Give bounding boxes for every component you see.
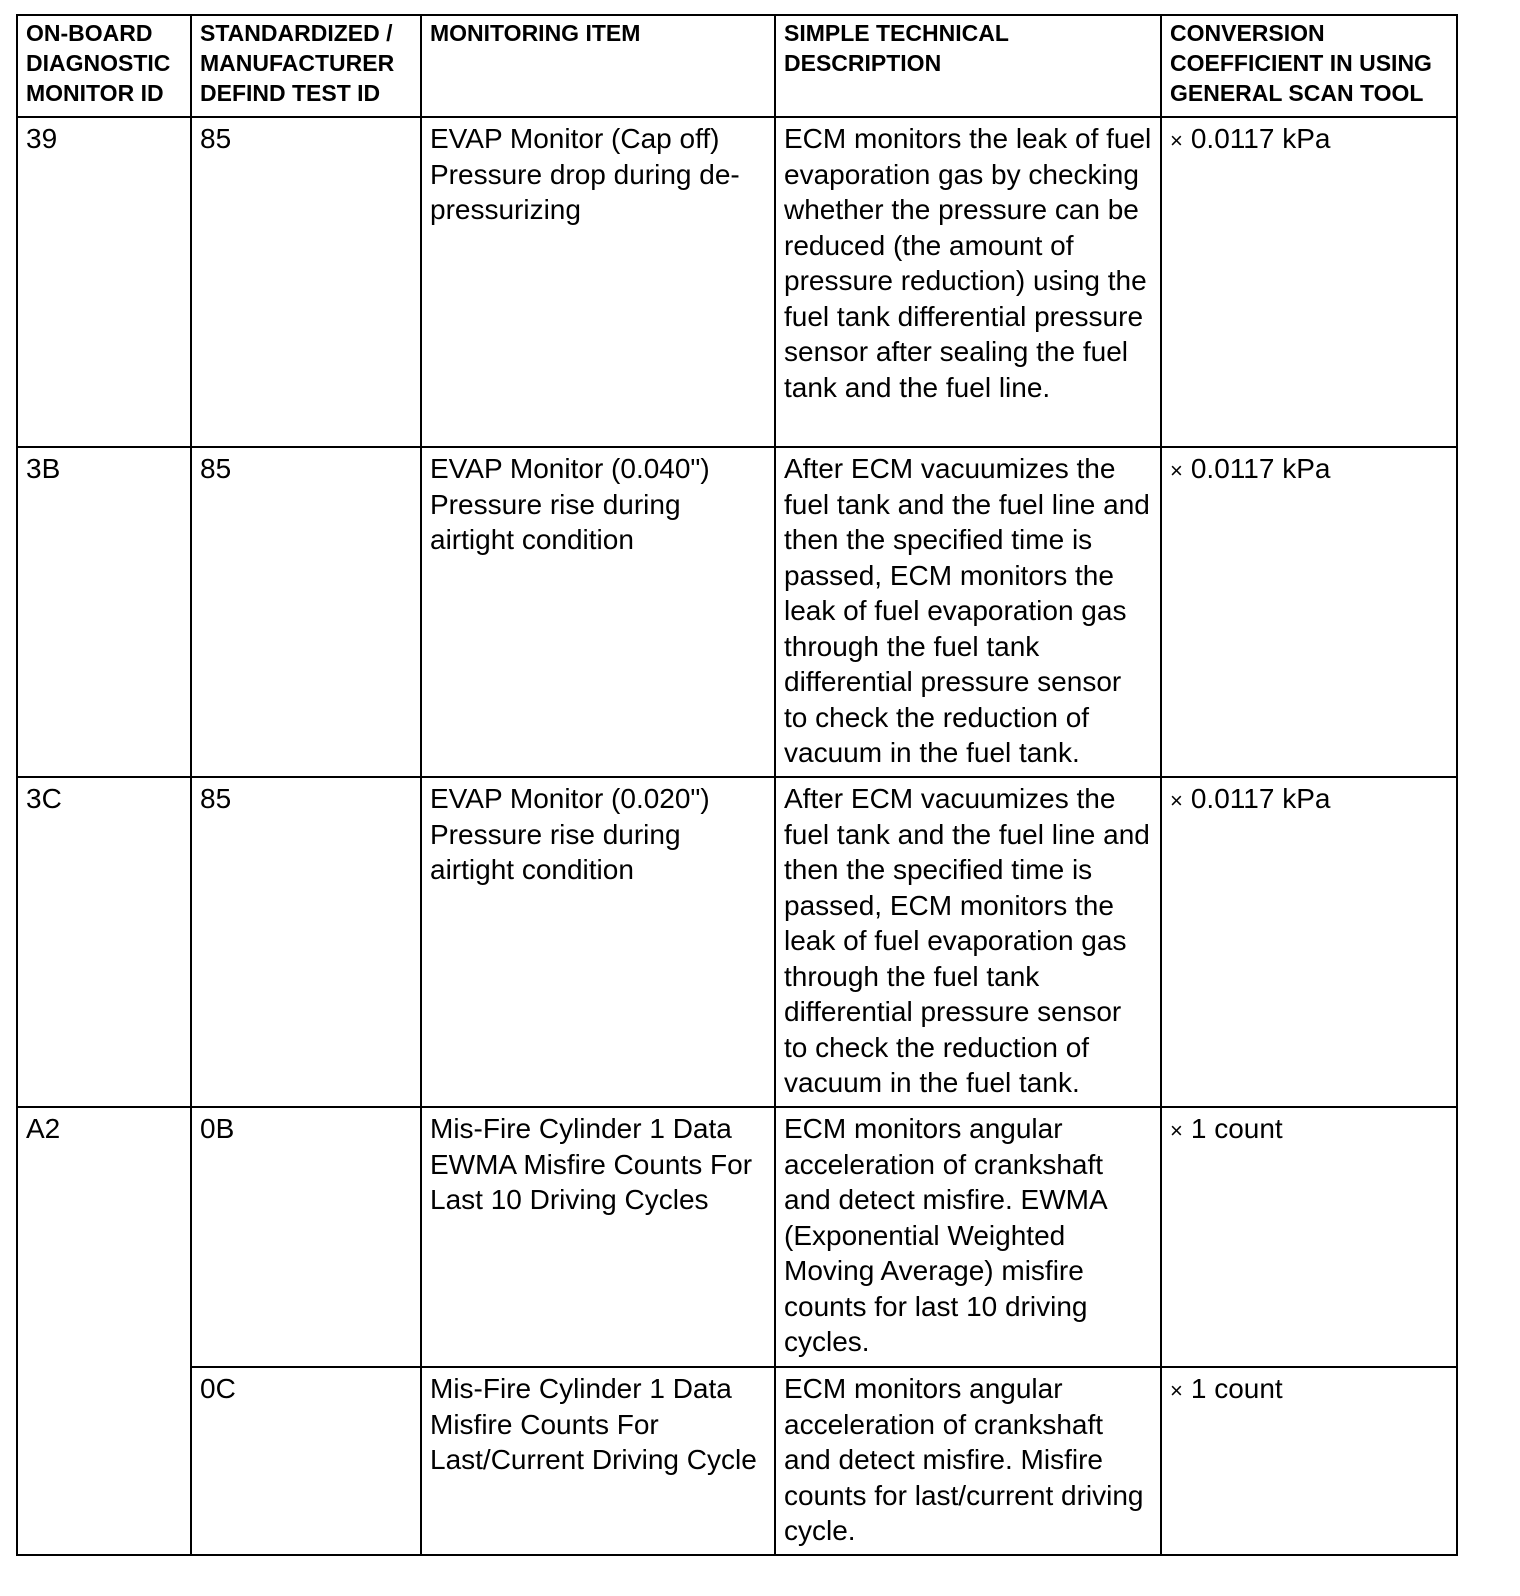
table-row [17, 777, 1457, 1107]
coefficient-value: 1 count [1190, 1373, 1283, 1404]
monitoring-item-cell: Mis-Fire Cylinder 1 Data EWMA Misfire Counts For Last 10 Driving Cycles [421, 1107, 775, 1367]
monitoring-item-cell: EVAP Monitor (0.020") Pressure rise during airtight condition [421, 777, 775, 1107]
coefficient-cell [1161, 1107, 1457, 1367]
monitor-id-cell: 3C [17, 777, 191, 1107]
multiply-symbol: × [1170, 128, 1183, 153]
test-id-cell: 0C [191, 1367, 421, 1555]
table-row [17, 1107, 1457, 1367]
coefficient-cell [1161, 117, 1457, 447]
coefficient-cell [1161, 1367, 1457, 1555]
test-id-cell: 85 [191, 777, 421, 1107]
coefficient-value: 0.0117 kPa [1190, 453, 1331, 484]
table-row [17, 1367, 1457, 1555]
test-id-cell: 85 [191, 447, 421, 777]
monitor-id-cell: 3B [17, 447, 191, 777]
monitor-id-cell: A2 [17, 1107, 191, 1555]
coefficient-value: 0.0117 kPa [1190, 123, 1331, 154]
header-row [17, 15, 1457, 117]
description-cell: ECM monitors angular acceleration of crankshaft and detect misfire. Misfire counts for last/current driving cycle. [775, 1367, 1161, 1555]
header-test-id: STANDARDIZED / MANUFACTURER DEFIND TEST ID [191, 15, 421, 117]
monitor-table [16, 14, 1458, 1556]
description-cell: After ECM vacuumizes the fuel tank and the fuel line and then the specified time is passed, ECM monitors the leak of fuel evaporation gas through the fuel tank differential pressure sensor to check the reduction of vacuum in the fuel tank. [775, 447, 1161, 777]
coefficient-cell [1161, 447, 1457, 777]
header-conversion-coefficient: CONVERSION COEFFICIENT IN USING GENERAL SCAN TOOL [1161, 15, 1457, 117]
description-cell: After ECM vacuumizes the fuel tank and the fuel line and then the specified time is passed, ECM monitors the leak of fuel evaporation gas through the fuel tank differential pressure sensor to check the reduction of vacuum in the fuel tank. [775, 777, 1161, 1107]
header-monitor-id: ON-BOARD DIAGNOSTIC MONITOR ID [17, 15, 191, 117]
monitoring-item-cell: EVAP Monitor (0.040") Pressure rise during airtight condition [421, 447, 775, 777]
description-cell: ECM monitors the leak of fuel evaporation gas by checking whether the pressure can be reduced (the amount of pressure reduction) using the fuel tank differential pressure sensor after sealing the fuel tank and the fuel line. [775, 117, 1161, 447]
description-cell: ECM monitors angular acceleration of crankshaft and detect misfire. EWMA (Exponential Weighted Moving Average) misfire counts for last 10 driving cycles. [775, 1107, 1161, 1367]
coefficient-value: 1 count [1190, 1113, 1283, 1144]
test-id-cell: 85 [191, 117, 421, 447]
monitor-id-cell: 39 [17, 117, 191, 447]
table-row [17, 117, 1457, 447]
multiply-symbol: × [1170, 788, 1183, 813]
header-monitoring-item: MONITORING ITEM [421, 15, 775, 117]
monitoring-item-cell: Mis-Fire Cylinder 1 Data Misfire Counts For Last/Current Driving Cycle [421, 1367, 775, 1555]
monitoring-item-cell: EVAP Monitor (Cap off) Pressure drop during de-pressurizing [421, 117, 775, 447]
header-description: SIMPLE TECHNICAL DESCRIPTION [775, 15, 1161, 117]
multiply-symbol: × [1170, 1378, 1183, 1403]
multiply-symbol: × [1170, 1118, 1183, 1143]
multiply-symbol: × [1170, 458, 1183, 483]
test-id-cell: 0B [191, 1107, 421, 1367]
table-row [17, 447, 1457, 777]
coefficient-value: 0.0117 kPa [1190, 783, 1331, 814]
coefficient-cell [1161, 777, 1457, 1107]
